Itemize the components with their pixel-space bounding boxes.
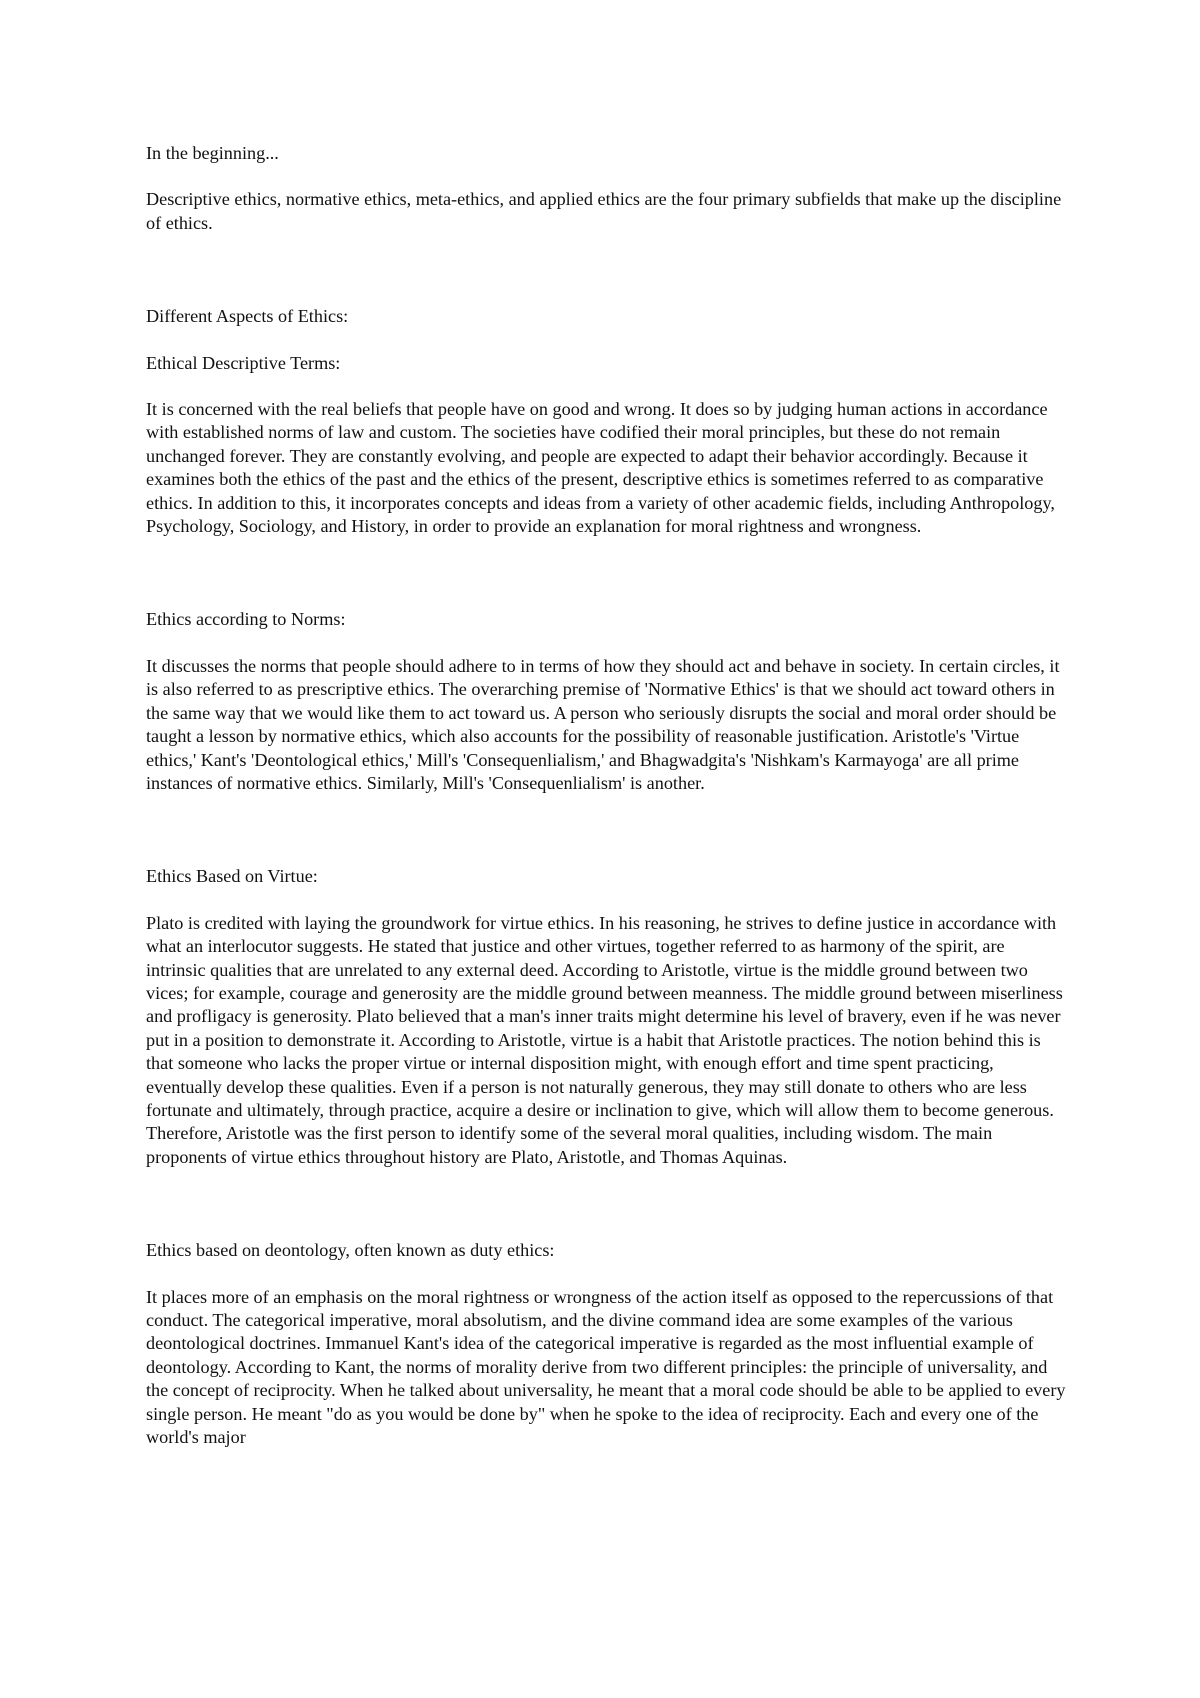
spacer <box>146 165 1066 188</box>
section-heading-deontology: Ethics based on deontology, often known as duty ethics: <box>146 1240 555 1261</box>
section-body-deontology: It places more of an emphasis on the moral rightness or wrongness of the action itself as opposed to the repercussions of that conduct. The categorical imperative, moral absolutism, and the divine command idea are some examples of the various deontological doctrines. Immanuel Kant's idea of the categorical imperative is regarded as the most influential example of deontology. According to Kant, the norms of morality derive from two different principles: the principle of universality, and the concept of reciprocity. When he talked about universality, he meant that a moral code should be able to be applied to every single person. He meant "do as you would be done by" when he spoke to the idea of reciprocity. Each and every one of the world's major <box>146 1286 1066 1448</box>
section-body-virtue: Plato is credited with laying the groundwork for virtue ethics. In his reasoning, he strives to define justice in accordance with what an interlocutor suggests. He stated that justice and other virtues, together referred to as harmony of the spirit, are intrinsic qualities that are unrelated to any external deed. According to Aristotle, virtue is the middle ground between two vices; for example, courage and generosity are the middle ground between meanness. The middle ground between miserliness and profligacy is generosity. Plato believed that a man's inner traits might determine his level of bravery, even if he was never put in a position to demonstrate it. According to Aristotle, virtue is a habit that Aristotle practices. The notion behind this is that someone who lacks the proper virtue or internal disposition might, with enough effort and time spent practicing, eventually develop these qualities. Even if a person is not naturally generous, they may still donate to others who are less fortunate and ultimately, through practice, acquire a desire or inclination to give, which will allow them to become generous. Therefore, Aristotle was the first person to identify some of the several moral qualities, including wisdom. The main proponents of virtue ethics throughout history are Plato, Aristotle, and Thomas Aquinas. <box>146 912 1063 1167</box>
intro-heading: In the beginning... <box>146 143 279 163</box>
section-heading-normative: Ethics according to Norms: <box>146 609 346 630</box>
section-heading-virtue: Ethics Based on Virtue: <box>146 866 318 887</box>
intro-paragraph: Descriptive ethics, normative ethics, meta-ethics, and applied ethics are the four primary subfields that make up the discipline of ethics. <box>146 189 1062 233</box>
section-body-descriptive: It is concerned with the real beliefs that people have on good and wrong. It does so by judging human actions in accordance with established norms of law and custom. The societies have codified their moral principles, but these do not remain unchanged forever. They are constantly evolving, and people are expected to adapt their behavior accordingly. Because it examines both the ethics of the past and the ethics of the present, descriptive ethics is sometimes referred to as comparative ethics. In addition to this, it incorporates concepts and ideas from a variety of other academic fields, including Anthropology, Psychology, Sociology, and History, in order to provide an explanation for moral rightness and wrongness. <box>146 399 1055 537</box>
spacer <box>146 375 1066 398</box>
spacer <box>146 538 1066 608</box>
section-body-normative: It discusses the norms that people should adhere to in terms of how they should act and behave in society. In certain circles, it is also referred to as prescriptive ethics. The overarching premise of 'Normative Ethics' is that we should act toward others in the same way that we would like them to act toward us. A person who seriously disrupts the social and moral order should be taught a lesson by normative ethics, which also accounts for the possibility of reasonable justification. Aristotle's 'Virtue ethics,' Kant's 'Deontological ethics,' Mill's 'Consequenlialism,' and Bhagwadgita's 'Nishkam's Karmayoga' are all prime instances of normative ethics. Similarly, Mill's 'Consequenlialism' is another. <box>146 655 1060 793</box>
spacer <box>146 889 1066 912</box>
spacer <box>146 795 1066 865</box>
spacer <box>146 1169 1066 1239</box>
section-heading-descriptive: Ethical Descriptive Terms: <box>146 352 341 373</box>
document-page <box>146 142 1066 1449</box>
aspects-heading: Different Aspects of Ethics: <box>146 306 349 327</box>
spacer <box>146 1263 1066 1286</box>
spacer <box>146 235 1066 305</box>
spacer <box>146 329 1066 352</box>
spacer <box>146 632 1066 655</box>
